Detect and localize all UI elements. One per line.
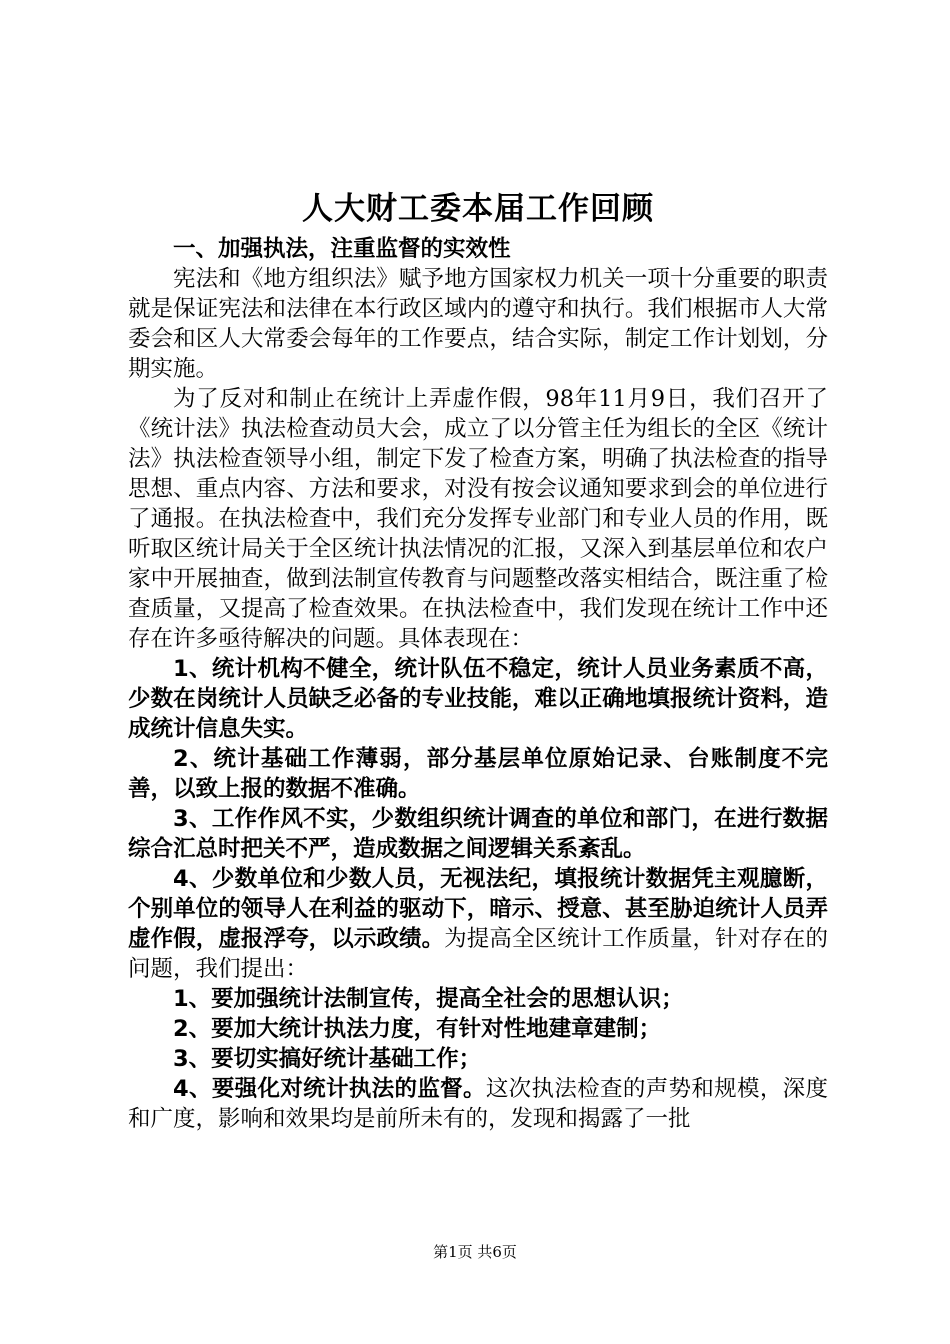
paragraph-inspection: 为了反对和制止在统计上弄虚作假，98年11月9日，我们召开了《统计法》执法检查动员大会，成立了以分管主任为组长的全区《统计法》执法检查领导小组，制定下发了检查方案，明确了执法检查的指导思想、重点内容、方法和要求，对没有按会议通知要求到会的单位进行了通报。在执法检查中，我们充分发挥专业部门和专业人员的作用，既听取区统计局关于全区统计执法情况的汇报，又深入到基层单位和农户家中开展抽查，做到法制宣传教育与问题整改落实相结合，既注重了检查质量，又提高了检查效果。在执法检查中，我们发现在统计工作中还存在许多亟待解决的问题。具体表现在：: [128, 386, 828, 652]
measure-item-3: 3、要切实搞好统计基础工作；: [173, 1046, 482, 1072]
problem-item-4-text: 4、少数单位和少数人员，无视法纪，填报统计数据凭主观臆断，个别单位的领导人在利益的驱动下，暗示、授意、甚至胁迫统计人员弄虚作假，虚报浮夸，以示政绩。: [128, 866, 828, 952]
proposal-intro-text: 为提高全区统计工作质量，针对存在的问题，我们提出：: [128, 926, 828, 982]
measure-item-4: [128, 1074, 828, 1134]
measure-item-4-text: 4、要强化对统计执法的监督。: [173, 1076, 486, 1102]
problem-item-1: 1、统计机构不健全，统计队伍不稳定，统计人员业务素质不高，少数在岗统计人员缺乏必备的专业技能，难以正确地填报统计资料，造成统计信息失实。: [128, 656, 828, 742]
problem-item-4: [128, 864, 828, 984]
problem-item-3: 3、工作作风不实，少数组织统计调查的单位和部门，在进行数据综合汇总时把关不严，造成数据之间逻辑关系紊乱。: [128, 806, 828, 862]
paragraph-constitution: 宪法和《地方组织法》赋予地方国家权力机关一项十分重要的职责就是保证宪法和法律在本行政区域内的遵守和执行。我们根据市人大常委会和区人大常委会每年的工作要点，结合实际，制定工作计划划，分期实施。: [128, 266, 828, 382]
document-page: [128, 184, 828, 1134]
document-title: 人大财工委本届工作回顾: [302, 191, 654, 227]
measure-item-2: 2、要加大统计执法力度，有针对性地建章建制；: [173, 1016, 662, 1042]
measure-item-1: 1、要加强统计法制宣传，提高全社会的思想认识；: [173, 986, 684, 1012]
problem-item-2: 2、统计基础工作薄弱，部分基层单位原始记录、台账制度不完善，以致上报的数据不准确。: [128, 746, 828, 802]
page-footer: 第1页 共6页: [433, 1243, 517, 1261]
section-heading-1: 一、加强执法，注重监督的实效性: [173, 236, 511, 262]
measure-item-4-continuation: 这次执法检查的声势和规模，深度和广度，影响和效果均是前所未有的，发现和揭露了一批: [128, 1076, 828, 1132]
